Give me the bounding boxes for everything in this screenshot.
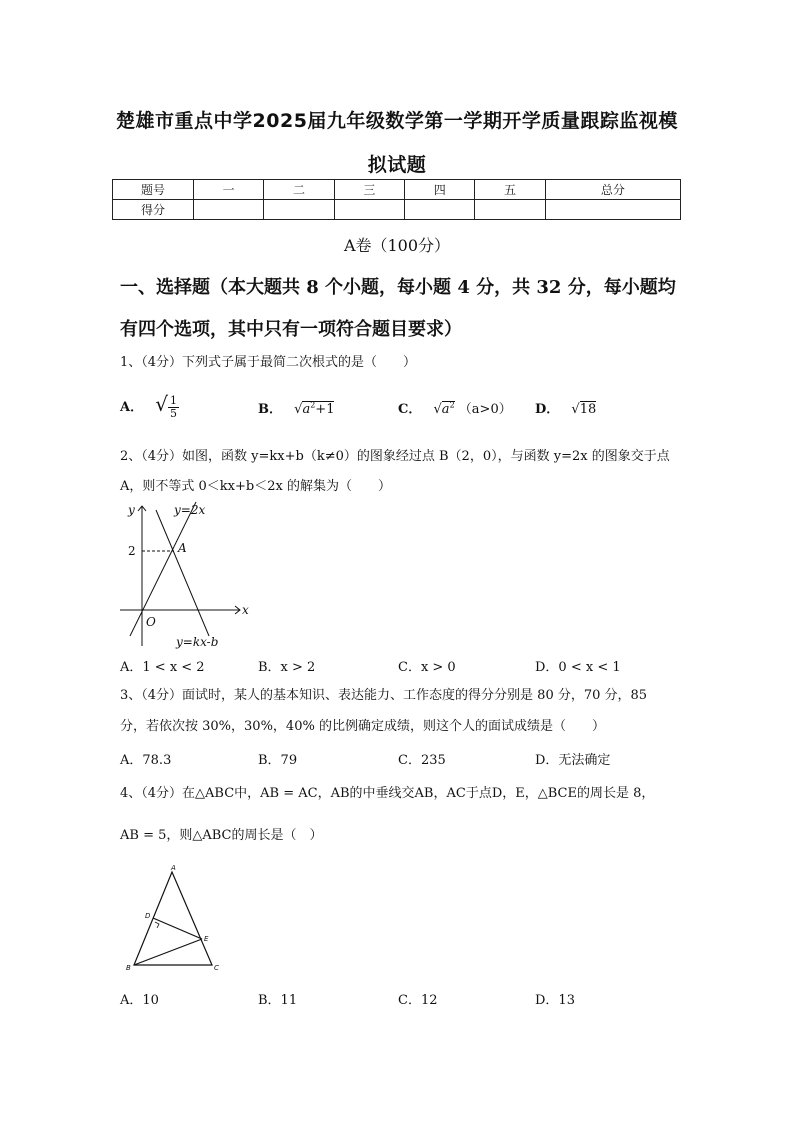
section-heading-line1: 一、选择题（本大题共 8 个小题，每小题 4 分，共 32 分，每小题均 [120,277,676,298]
doc-title-line1: 楚雄市重点中学2025届九年级数学第一学期开学质量跟踪监视模 [116,110,678,132]
radicand: 18 [579,402,597,417]
score-cell[interactable] [545,200,680,220]
question-3-stem-line2: 分，若依次按 30%，30%，40% 的比例确定成绩，则这个人的面试成绩是（ ） [120,719,605,734]
score-cell[interactable] [405,200,475,220]
score-header-cell: 四 [405,180,475,200]
question-1-stem: 1、（4分）下列式子属于最简二次根式的是（ ） [120,355,417,370]
score-cell[interactable] [475,200,545,220]
score-cell[interactable] [334,200,404,220]
question-1-option-d[interactable]: D． √18 [535,402,597,417]
question-3-stem-line1: 3、（4分）面试时，某人的基本知识、表达能力、工作态度的得分分别是 80 分，70 分，85 [120,688,648,703]
radicand-tail: +1 [315,402,335,417]
score-header-cell: 五 [475,180,545,200]
doc-title-line2: 拟试题 [367,154,427,176]
score-table-header-row [113,180,681,200]
question-1-option-c[interactable]: C． $√a^2$ （a>0） [398,400,512,417]
label-line-kxb: y=kx-b [176,635,219,649]
label-2: 2 [128,544,136,558]
score-header-cell: 二 [264,180,334,200]
segment-be [134,939,202,965]
condition: （a>0） [458,402,512,417]
fraction-numerator: 1 [169,394,177,407]
question-2-graph [112,498,262,650]
line-y-2x [130,502,196,636]
score-header-cell: 总分 [545,180,680,200]
option-label: A． [120,400,144,415]
score-header-cell: 题号 [113,180,194,200]
option-label: D． [535,402,560,417]
option-label: B． [258,402,282,417]
question-4-stem-line2: AB = 5，则△ABC的周长是（ ） [120,828,323,843]
question-4-figure [120,862,230,974]
segment-de [153,918,202,939]
question-4-option-c[interactable]: C．12 [398,993,438,1008]
point-e-label: E [204,935,209,943]
question-3-option-a[interactable]: A．78.3 [120,753,172,768]
label-a: A [178,541,187,555]
label-x: x [242,603,249,617]
fraction [168,395,179,420]
question-2-option-b[interactable]: B．x > 2 [258,660,316,675]
score-cell[interactable] [194,200,264,220]
score-header-cell: 三 [334,180,404,200]
score-row-label: 得分 [113,200,194,220]
section-heading-line2: 有四个选项，其中只有一项符合题目要求） [120,319,462,340]
question-4-option-b[interactable]: B．11 [258,993,298,1008]
question-2-option-a[interactable]: A．1 < x < 2 [120,660,205,675]
radicand-var: a [302,402,311,417]
score-table-score-row [113,200,681,220]
radicand-var: a [441,402,450,417]
vertex-b-label: B [126,964,131,972]
question-4-option-a[interactable]: A．10 [120,993,159,1008]
option-label: C． [398,402,422,417]
question-2-option-d[interactable]: D．0 < x < 1 [535,660,621,675]
vertex-c-label: C [214,964,219,972]
question-1-option-b[interactable]: B． $√a^2+1$ [258,400,335,417]
label-line-2x: y=2x [174,503,206,517]
vertex-a-label: A [171,864,176,872]
label-y: y [128,503,135,517]
fraction-denominator: 5 [169,407,177,420]
right-angle-mark [155,922,159,928]
volume-label: A卷（100分） [343,236,451,255]
score-table [112,179,681,220]
question-2-stem-line2: A，则不等式 0＜kx+b＜2x 的解集为（ ） [120,479,391,494]
question-2-option-c[interactable]: C．x > 0 [398,660,456,675]
label-origin: O [146,615,156,629]
question-3-option-d[interactable]: D．无法确定 [535,753,611,768]
question-2-stem-line1: 2、（4分）如图，函数 y=kx+b（k≠0）的图象经过点 B（2，0），与函数 y=2x 的图象交于点 [120,449,670,464]
question-3-option-b[interactable]: B．79 [258,753,298,768]
score-cell[interactable] [264,200,334,220]
point-d-label: D [145,912,151,920]
question-1-option-a[interactable]: A． √ $\frac{1}{5}$ [120,392,177,420]
score-header-cell: 一 [194,180,264,200]
question-4-stem-line1: 4、（4分）在△ABC中，AB = AC，AB的中垂线交AB，AC于点D，E，△BCE的周长是 8， [120,786,655,801]
question-3-option-c[interactable]: C．235 [398,753,446,768]
question-4-option-d[interactable]: D．13 [535,993,575,1008]
